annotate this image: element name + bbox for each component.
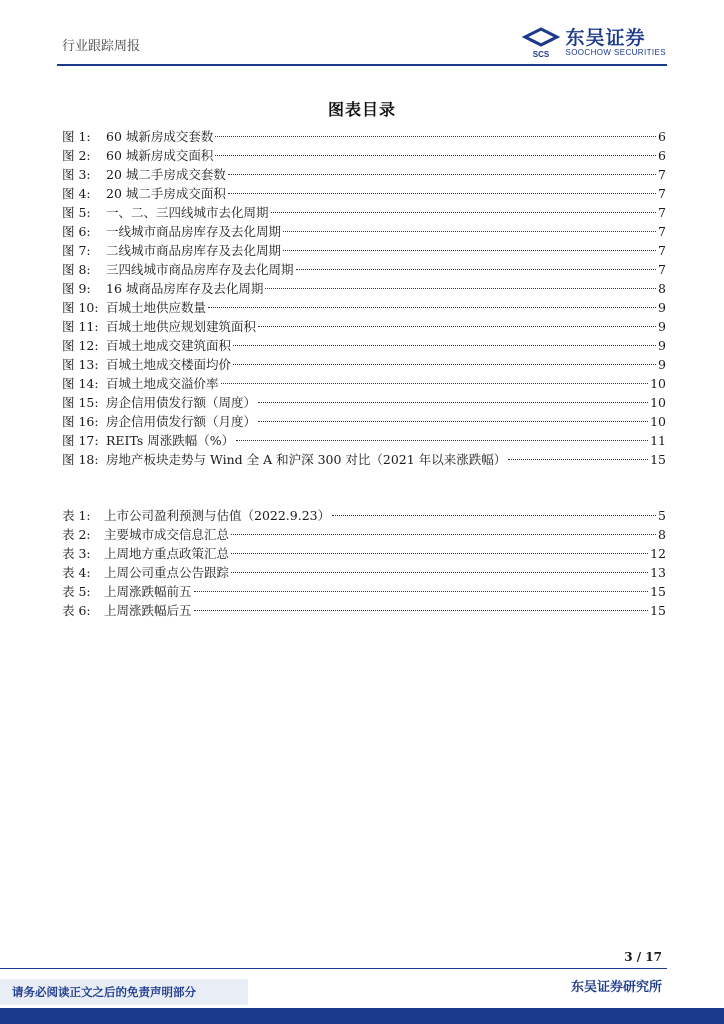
dot-leader [228,174,656,175]
toc-figure-title: 三四线城市商品房库存及去化周期 [106,262,294,277]
toc-table-page: 12 [650,546,666,561]
toc-table-label: 表 6: [62,603,91,618]
dot-leader [221,383,649,384]
dot-leader [296,269,657,270]
toc-figure-label: 图 1: [62,129,91,144]
dot-leader [233,345,656,346]
toc-figure-entry[interactable] [62,260,666,279]
toc-figure-entry[interactable] [62,165,666,184]
toc-figure-page: 9 [658,300,666,315]
dot-leader [508,459,648,460]
figure-list [62,127,666,469]
dot-leader [258,402,648,403]
toc-figure-entry[interactable] [62,127,666,146]
dot-leader [228,193,656,194]
toc-figure-title: 一、二、三四线城市去化周期 [106,205,269,220]
toc-table-title: 上周涨跌幅前五 [104,584,192,599]
bottom-color-bar [0,1008,724,1024]
toc-figure-label: 图 14: [62,376,99,391]
toc-figure-title: 60 城新房成交面积 [106,148,214,163]
toc-figure-entry[interactable] [62,279,666,298]
toc-figure-page: 11 [650,433,666,448]
toc-figure-label: 图 8: [62,262,91,277]
table-list [62,506,666,620]
toc-table-page: 8 [658,527,666,542]
toc-figure-page: 10 [650,376,666,391]
toc-table-label: 表 2: [62,527,91,542]
dot-leader [231,534,656,535]
toc-figure-title: 60 城新房成交套数 [106,129,214,144]
toc-table-label: 表 1: [62,508,91,523]
toc-figure-page: 9 [658,357,666,372]
dot-leader [271,212,657,213]
toc-figure-entry[interactable] [62,317,666,336]
toc-figure-label: 图 13: [62,357,99,372]
header-divider [57,64,667,66]
logo-mark-text: SCS [533,50,550,59]
toc-figure-page: 15 [650,452,666,467]
toc-table-page: 15 [650,603,666,618]
toc-figure-label: 图 3: [62,167,91,182]
toc-table-title: 上周涨跌幅后五 [104,603,192,618]
dot-leader [208,307,656,308]
toc-figure-entry[interactable] [62,336,666,355]
dot-leader [265,288,656,289]
toc-figure-entry[interactable] [62,450,666,469]
toc-figure-label: 图 11: [62,319,99,334]
toc-figure-label: 图 16: [62,414,99,429]
logo-name-cn: 东吴证券 [565,27,646,49]
dot-leader [236,440,648,441]
toc-table-title: 主要城市成交信息汇总 [104,527,230,542]
toc-figure-title: 百城土地成交建筑面积 [106,338,232,353]
toc-figure-title: 房企信用债发行额（周度） [106,395,257,410]
dot-leader [231,572,648,573]
toc-figure-entry[interactable] [62,184,666,203]
toc-table-title: 上周公司重点公告跟踪 [104,565,230,580]
toc-figure-title: REITs 周涨跌幅（%） [106,433,235,448]
toc-figure-entry[interactable] [62,241,666,260]
toc-figure-page: 6 [658,148,666,163]
dot-leader [194,610,649,611]
toc-figure-title: 百城土地成交溢价率 [106,376,219,391]
toc-figure-title: 百城土地成交楼面均价 [106,357,232,372]
toc-figure-label: 图 7: [62,243,91,258]
toc-figure-entry[interactable] [62,412,666,431]
toc-figure-entry[interactable] [62,222,666,241]
report-type-label: 行业跟踪周报 [62,39,141,54]
dot-leader [215,155,656,156]
toc-figure-label: 图 15: [62,395,99,410]
toc-figure-page: 6 [658,129,666,144]
toc-figure-title: 20 城二手房成交面积 [106,186,226,201]
toc-figure-entry[interactable] [62,355,666,374]
toc-figure-page: 7 [658,167,666,182]
toc-title: 图表目录 [327,100,396,119]
toc-table-entry[interactable] [62,582,666,601]
toc-figure-title: 百城土地供应规划建筑面积 [106,319,257,334]
toc-table-label: 表 5: [62,584,91,599]
logo-name-en: SOOCHOW SECURITIES [565,48,666,57]
toc-figure-title: 16 城商品房库存及去化周期 [106,281,264,296]
toc-figure-label: 图 12: [62,338,99,353]
toc-figure-title: 百城土地供应数量 [106,300,207,315]
page-number: 3 / 17 [624,950,662,964]
toc-table-entry[interactable] [62,601,666,620]
toc-figure-title: 一线城市商品房库存及去化周期 [106,224,282,239]
toc-table-entry[interactable] [62,525,666,544]
toc-figure-entry[interactable] [62,374,666,393]
toc-figure-page: 9 [658,338,666,353]
toc-figure-entry[interactable] [62,146,666,165]
toc-figure-label: 图 5: [62,205,91,220]
footer-divider [0,968,667,969]
toc-table-title: 上市公司盈利预测与估值（2022.9.23） [104,508,331,523]
toc-figure-entry[interactable] [62,393,666,412]
disclaimer-note: 请务必阅读正文之后的免责声明部分 [0,979,248,1005]
toc-table-label: 表 3: [62,546,91,561]
dot-leader [283,231,656,232]
dot-leader [194,591,649,592]
dot-leader [231,553,648,554]
toc-figure-page: 7 [658,186,666,201]
dot-leader [283,250,656,251]
dot-leader [332,515,656,516]
toc-figure-label: 图 4: [62,186,91,201]
toc-figure-label: 图 2: [62,148,91,163]
toc-figure-page: 9 [658,319,666,334]
toc-figure-page: 10 [650,414,666,429]
toc-table-entry[interactable] [62,563,666,582]
scs-logo-icon [521,27,561,59]
toc-figure-title: 20 城二手房成交套数 [106,167,226,182]
toc-figure-page: 8 [658,281,666,296]
toc-figure-entry[interactable] [62,298,666,317]
toc-figure-label: 图 18: [62,452,99,467]
toc-figure-page: 7 [658,262,666,277]
toc-table-label: 表 4: [62,565,91,580]
toc-figure-title: 二线城市商品房库存及去化周期 [106,243,282,258]
toc-table-entry[interactable] [62,506,666,525]
company-logo [521,26,666,60]
toc-figure-title: 房企信用债发行额（月度） [106,414,257,429]
toc-table-page: 5 [658,508,666,523]
toc-table-title: 上周地方重点政策汇总 [104,546,230,561]
dot-leader [258,326,656,327]
toc-figure-page: 10 [650,395,666,410]
toc-table-entry[interactable] [62,544,666,563]
toc-table-page: 15 [650,584,666,599]
toc-figure-entry[interactable] [62,203,666,222]
toc-figure-label: 图 9: [62,281,91,296]
toc-table-page: 13 [650,565,666,580]
toc-figure-entry[interactable] [62,431,666,450]
toc-figure-title: 房地产板块走势与 Wind 全 A 和沪深 300 对比（2021 年以来涨跌幅） [106,452,507,467]
dot-leader [258,421,648,422]
toc-figure-page: 7 [658,243,666,258]
toc-figure-label: 图 17: [62,433,99,448]
dot-leader [233,364,656,365]
research-institute-name: 东吴证券研究所 [570,980,662,995]
toc-figure-page: 7 [658,224,666,239]
toc-figure-page: 7 [658,205,666,220]
dot-leader [215,136,656,137]
toc-figure-label: 图 6: [62,224,91,239]
toc-figure-label: 图 10: [62,300,99,315]
